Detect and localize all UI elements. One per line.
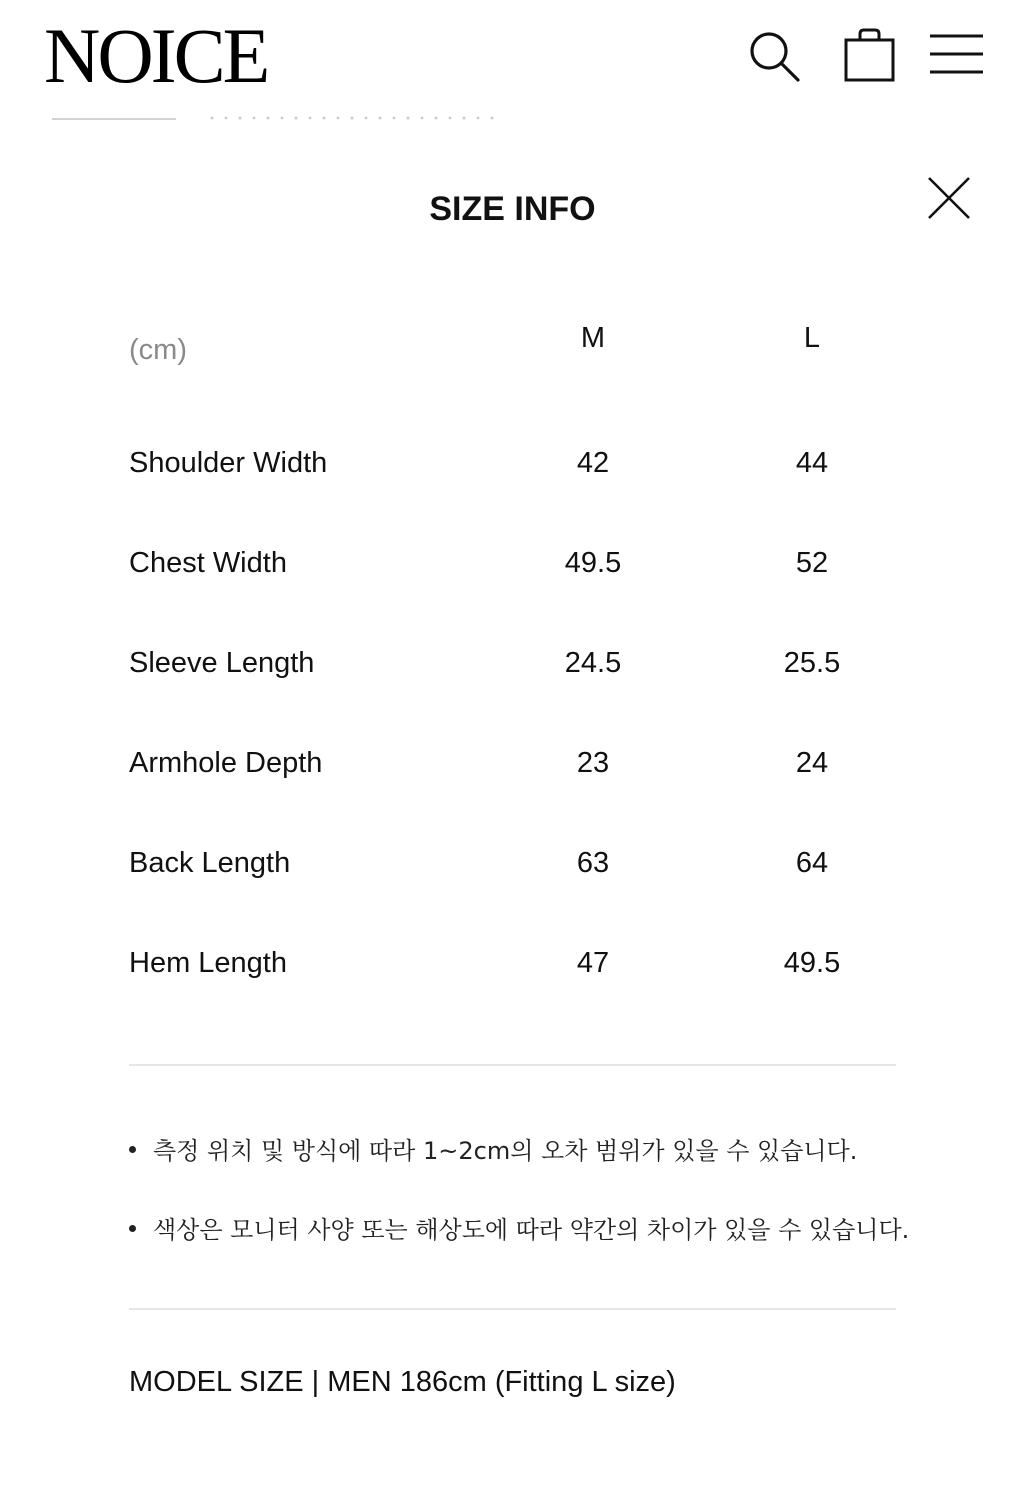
column-header-l: L: [803, 322, 821, 354]
note-item: [129, 1210, 929, 1245]
table-row: [0, 447, 1025, 487]
row-label: Back Length: [129, 847, 291, 879]
row-label: Armhole Depth: [129, 747, 323, 779]
section-divider: [129, 1064, 896, 1066]
value-l: 49.5: [783, 947, 841, 979]
row-label: Hem Length: [129, 947, 287, 979]
shopping-bag-icon[interactable]: [842, 28, 898, 84]
value-m: 24.5: [564, 647, 622, 679]
value-m: 42: [576, 447, 610, 479]
section-divider: [129, 1308, 896, 1310]
value-m: 63: [576, 847, 610, 879]
background-faded-text: [205, 114, 495, 122]
brand-logo[interactable]: NOICE: [44, 12, 268, 99]
value-m: 49.5: [564, 547, 622, 579]
value-l: 24: [795, 747, 829, 779]
row-label: Shoulder Width: [129, 447, 328, 479]
bullet-icon: [129, 1225, 136, 1232]
value-l: 25.5: [783, 647, 841, 679]
value-m: 23: [576, 747, 610, 779]
close-icon[interactable]: [923, 172, 975, 224]
value-l: 64: [795, 847, 829, 879]
search-icon[interactable]: [746, 28, 802, 84]
unit-label: (cm): [129, 334, 187, 366]
note-text: 측정 위치 및 방식에 따라 1~2cm의 오차 범위가 있을 수 있습니다.: [153, 1137, 858, 1165]
bullet-icon: [129, 1146, 136, 1153]
site-header: [0, 0, 1025, 118]
model-size-info: MODEL SIZE | MEN 186cm (Fitting L size): [129, 1366, 676, 1398]
table-row: [0, 947, 1025, 987]
table-row: [0, 547, 1025, 587]
value-m: 47: [576, 947, 610, 979]
value-l: 44: [795, 447, 829, 479]
background-tab-underline: [52, 118, 176, 120]
table-row: [0, 747, 1025, 787]
modal-title: SIZE INFO: [429, 190, 596, 228]
value-l: 52: [795, 547, 829, 579]
row-label: Sleeve Length: [129, 647, 315, 679]
table-row: [0, 847, 1025, 887]
note-item: [129, 1131, 929, 1166]
table-row: [0, 647, 1025, 687]
column-header-m: M: [580, 322, 606, 354]
note-text: 색상은 모니터 사양 또는 해상도에 따라 약간의 차이가 있을 수 있습니다.: [153, 1216, 910, 1244]
hamburger-menu-icon[interactable]: [928, 28, 984, 84]
row-label: Chest Width: [129, 547, 287, 579]
